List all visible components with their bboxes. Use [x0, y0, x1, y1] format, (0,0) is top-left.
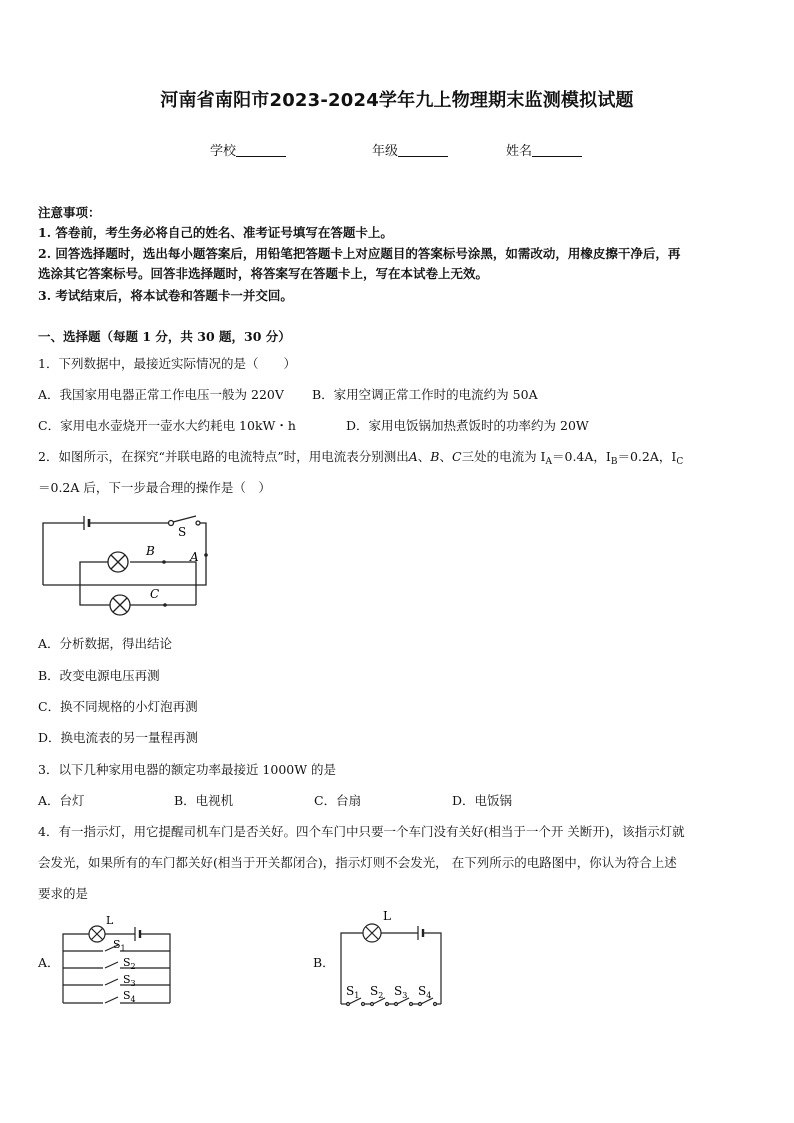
q2-option-c: C．换不同规格的小灯泡再测 [38, 699, 198, 714]
q4a-lamp-label: L [106, 914, 114, 927]
q2-stem-text: 三处的电流为 I [461, 449, 546, 464]
q2-point-c: C [452, 449, 462, 464]
q4b-s2-label: $S_2$ [370, 984, 384, 1000]
q3-option-c: C．台扇 [314, 793, 362, 808]
q4a-s2-label: $S_2$ [123, 956, 136, 971]
q2-stem-text: 2．如图所示，在探究“并联电路的电流特点”时，用电流表分别测出 [38, 449, 409, 464]
q4a-s3-label: $S_3$ [123, 973, 136, 988]
q2-subscript: B [610, 457, 618, 467]
name-field [506, 140, 582, 159]
q4-circuit-a [58, 910, 176, 1008]
school-label: 学校 [210, 144, 237, 159]
q2-label-switch: S [178, 525, 187, 539]
q3-option-b: B．电视机 [174, 793, 234, 808]
q1-option-a: A．我国家用电器正常工作电压一般为 220V [38, 387, 284, 402]
q1-option-d: D．家用电饭锅加热煮饭时的功率约为 20W [346, 418, 589, 433]
school-blank [236, 143, 286, 157]
note-3: 3. 考试结束后，将本试卷和答题卡一并交回。 [38, 288, 293, 303]
note-2-cont: 选涂其它答案标号。回答非选择题时，将答案写在答题卡上，写在本试卷上无效。 [38, 266, 489, 281]
note-1: 1. 答卷前，考生务必将自己的姓名、准考证号填写在答题卡上。 [38, 225, 393, 240]
section-heading: 一、选择题（每题 1 分，共 30 题，30 分） [38, 329, 291, 344]
q1-option-c: C．家用电水壶烧开一壶水大约耗电 10kW・h [38, 418, 296, 433]
name-blank [532, 143, 582, 157]
q3-option-a: A．台灯 [38, 793, 85, 808]
q2-sep: 、 [439, 449, 452, 464]
grade-blank [398, 143, 448, 157]
q2-circuit-diagram [38, 505, 218, 617]
q2-point-b: B [430, 449, 440, 464]
q4-option-a-label: A． [38, 955, 60, 970]
q2-value: ＝0.4A，I [552, 449, 611, 464]
q2-option-b: B．改变电源电压再测 [38, 668, 160, 683]
q1-option-b: B．家用空调正常工作时的电流约为 50A [312, 387, 538, 402]
q2-label-c: C [150, 587, 160, 601]
q4b-s3-label: $S_3$ [394, 984, 408, 1000]
q2-subscript: A [545, 457, 552, 467]
q4-stem-line3: 要求的是 [38, 886, 89, 901]
q2-subscript: C [676, 457, 684, 467]
q4b-s4-label: $S_4$ [418, 984, 432, 1000]
q4b-lamp-label: L [383, 909, 391, 923]
q3-option-d: D．电饭锅 [452, 793, 513, 808]
q3-stem: 3．以下几种家用电器的额定功率最接近 1000W 的是 [38, 762, 337, 777]
q4-stem-line1: 4．有一指示灯，用它提醒司机车门是否关好。四个车门中只要一个车门没有关好(相当于一个开 关断开)，该指示灯就 [38, 824, 685, 839]
grade-field [372, 140, 448, 159]
name-label: 姓名 [506, 144, 533, 159]
q4a-s4-label: $S_4$ [123, 989, 136, 1004]
q4b-s1-label: $S_1$ [346, 984, 360, 1000]
q2-stem-line2: ＝0.2A 后，下一步最合理的操作是（ ） [38, 480, 271, 495]
notes-heading: 注意事项： [38, 205, 101, 220]
q2-option-d: D．换电流表的另一量程再测 [38, 730, 199, 745]
q2-sep: 、 [417, 449, 431, 464]
q4-option-b-label: B． [313, 955, 335, 970]
q4-circuit-b [335, 906, 450, 1008]
q2-label-a: A [190, 550, 199, 564]
q4a-s1-label: $S_1$ [113, 938, 126, 953]
grade-label: 年级 [372, 144, 399, 159]
q2-stem [38, 447, 683, 467]
q2-option-a: A．分析数据，得出结论 [38, 636, 173, 651]
q2-label-b: B [146, 544, 155, 558]
q2-value: ＝0.2A，I [617, 449, 677, 464]
school-field [210, 140, 286, 159]
q1-stem: 1．下列数据中，最接近实际情况的是（ ） [38, 356, 296, 371]
page-title: 河南省南阳市2023-2024学年九上物理期末监测模拟试题 [160, 90, 634, 111]
note-2: 2. 回答选择题时，选出每小题答案后，用铅笔把答题卡上对应题目的答案标号涂黑，如需改动，用橡皮擦干净后，再 [38, 246, 681, 261]
q4-stem-line2: 会发光，如果所有的车门都关好(相当于开关都闭合)，指示灯则不会发光， 在下列所示的电路图中，你认为符合上述 [38, 855, 677, 870]
q2-point-a: A [408, 449, 418, 464]
